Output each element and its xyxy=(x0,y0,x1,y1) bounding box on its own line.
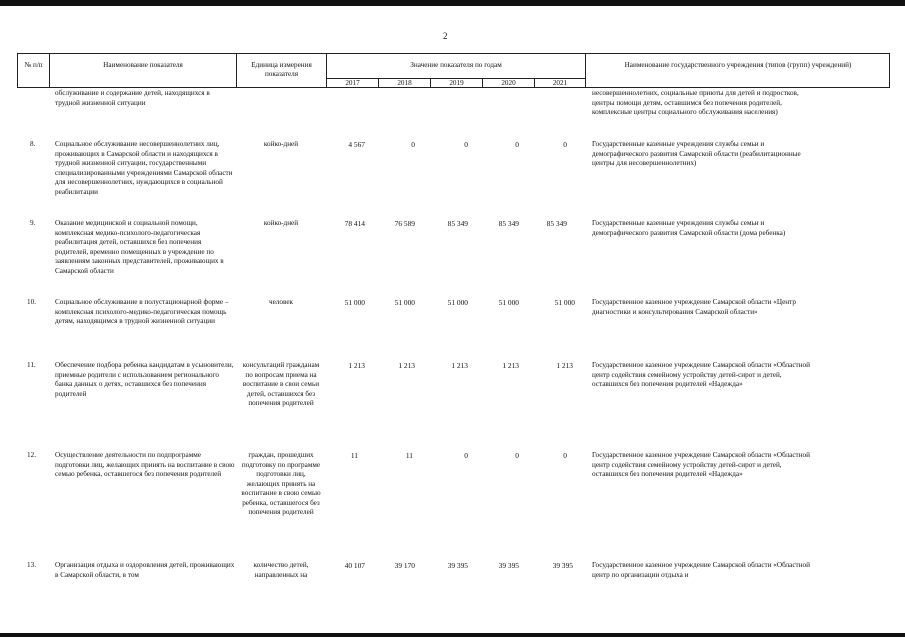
row-unit: койко-дней xyxy=(263,140,299,148)
value-2017: 1 213 xyxy=(348,361,365,370)
header-values-by-year: Значение показателя по годам xyxy=(410,61,502,69)
row-institution: Государственное казенное учреждение Самарской области «Центр диагностики и консультирования Самарской области» xyxy=(592,298,796,316)
value-2021: 0 xyxy=(563,451,567,460)
value-2017: 51 000 xyxy=(344,298,365,307)
header-year-2018: 2018 xyxy=(397,79,412,87)
value-2019: 0 xyxy=(464,451,468,460)
row-indicator-name: Осуществление деятельности по подпрограмме подготовки лиц, желающих принять на воспитание в свою семью ребенка, оставшегося без попечения родителей xyxy=(55,451,235,478)
header-number: № п/п xyxy=(24,61,43,69)
value-2019: 51 000 xyxy=(447,298,468,307)
value-2021: 0 xyxy=(563,140,567,149)
value-2020: 0 xyxy=(515,451,519,460)
row-unit: консультаций гражданам по вопросам приема на воспитание в свои семьи детей, оставшихся без попечения родителей xyxy=(242,361,320,407)
row-number: 13. xyxy=(27,561,36,569)
scan-edge-top xyxy=(0,0,905,6)
row-number: 11. xyxy=(27,361,36,369)
header-year-2021: 2021 xyxy=(552,79,568,87)
value-2018: 39 170 xyxy=(394,561,415,570)
value-2017: 78 414 xyxy=(344,219,365,228)
row-number: 9. xyxy=(30,219,36,227)
row-unit: койко-дней xyxy=(263,219,299,227)
value-2021: 1 213 xyxy=(556,361,573,370)
row-indicator-name: Организация отдыха и оздоровления детей, проживающих в Самарской области, в том xyxy=(55,561,235,579)
value-2017: 11 xyxy=(350,451,358,460)
row-unit: количество детей, направленных на xyxy=(253,561,309,579)
header-institution: Наименование государственного учреждения (типов (групп) учреждений) xyxy=(624,61,852,69)
value-2020: 85 349 xyxy=(498,219,519,228)
row-number: 8. xyxy=(30,140,36,148)
row-number: 10. xyxy=(27,298,36,306)
value-2019: 1 213 xyxy=(451,361,468,370)
row-institution: Государственные казенные учреждения службы семьи и демографического развития Самарской области (реабилитационные центры для несовершеннолетних) xyxy=(592,140,801,167)
row-number: 12. xyxy=(27,451,36,459)
row-institution: Государственное казенное учреждение Самарской области «Областной центр по организации отдыха и xyxy=(592,561,810,579)
header-year-2020: 2020 xyxy=(501,79,516,87)
row-unit: человек xyxy=(268,298,294,306)
row-indicator-name: Обеспечение подбора ребенка кандидатам в усыновители, приемные родители с использованием регионального банка данных о детях, оставшихся без попечения родителей xyxy=(55,361,234,398)
row-institution: Государственное казенное учреждение Самарской области «Областной центр содействия семейному устройству детей-сирот и детей, оставшихся без попечения родителей «Надежда» xyxy=(592,451,810,478)
header-year-2019: 2019 xyxy=(449,79,464,87)
scan-edge-bottom xyxy=(0,633,905,637)
value-2018: 1 213 xyxy=(398,361,415,370)
row-institution: Государственное казенное учреждение Самарской области «Областной центр содействия семейному устройству детей-сирот и детей, оставшихся без попечения родителей «Надежда» xyxy=(592,361,810,388)
row-indicator-name: Социальное обслуживание в полустационарной форме – комплексная психолого-медико-педагогическая помощь детям, находящимся в трудной жизненной ситуации xyxy=(55,298,229,325)
header-divider xyxy=(585,53,586,87)
value-2020: 51 000 xyxy=(498,298,519,307)
row-unit: граждан, прошедших подготовку по программе подготовки лиц, желающих принять на воспитание в свою семью ребенка, оставшегося без попечения родителей xyxy=(241,451,321,516)
value-2021: 85 349 xyxy=(546,219,567,228)
continuation-institution: несовершеннолетних, социальные приюты для детей и подростков, центры помощи детям, оставшимся без попечения родителей, комплексные центры социального обслуживания населения) xyxy=(592,89,799,116)
value-2021: 39 395 xyxy=(552,561,573,570)
value-2017: 4 567 xyxy=(348,140,365,149)
value-2019: 85 349 xyxy=(447,219,468,228)
header-divider xyxy=(49,53,50,87)
header-indicator-name: Наименование показателя xyxy=(103,61,183,69)
continuation-indicator-name: обслуживание и содержание детей, находящихся в трудной жизненной ситуации xyxy=(55,89,210,107)
value-2019: 39 395 xyxy=(447,561,468,570)
table-top-rule xyxy=(17,53,890,54)
value-2019: 0 xyxy=(464,140,468,149)
row-indicator-name: Оказание медицинской и социальной помощи, комплексная медико-психолого-педагогическая реабилитация детей, оставшихся без попечения родителей, временно помещенных в учреждение по заявлениям законных представителей, проживающих в Самарской области xyxy=(55,219,224,275)
value-2018: 51 000 xyxy=(394,298,415,307)
value-2018: 11 xyxy=(405,451,413,460)
value-2020: 1 213 xyxy=(502,361,519,370)
value-2020: 39 395 xyxy=(498,561,519,570)
row-institution: Государственные казенные учреждения службы семьи и демографического развития Самарской области (дома ребенка) xyxy=(592,219,786,237)
value-2021: 51 000 xyxy=(554,298,575,307)
page-number: 2 xyxy=(443,31,448,41)
value-2018: 0 xyxy=(411,140,415,149)
value-2017: 40 107 xyxy=(344,561,365,570)
value-2020: 0 xyxy=(515,140,519,149)
value-2018: 76 589 xyxy=(394,219,415,228)
header-year-2017: 2017 xyxy=(345,79,360,87)
header-divider xyxy=(889,53,890,87)
header-unit: Единица измерения показателя xyxy=(251,61,312,78)
header-divider xyxy=(17,53,18,87)
row-indicator-name: Социальное обслуживание несовершеннолетних лиц, проживающих в Самарской области и находящихся в трудной жизненной ситуации, государственными специализированными учреждениями Самарской области для несовершеннолетних, нуждающихся в социальной реабилитации xyxy=(55,140,233,196)
